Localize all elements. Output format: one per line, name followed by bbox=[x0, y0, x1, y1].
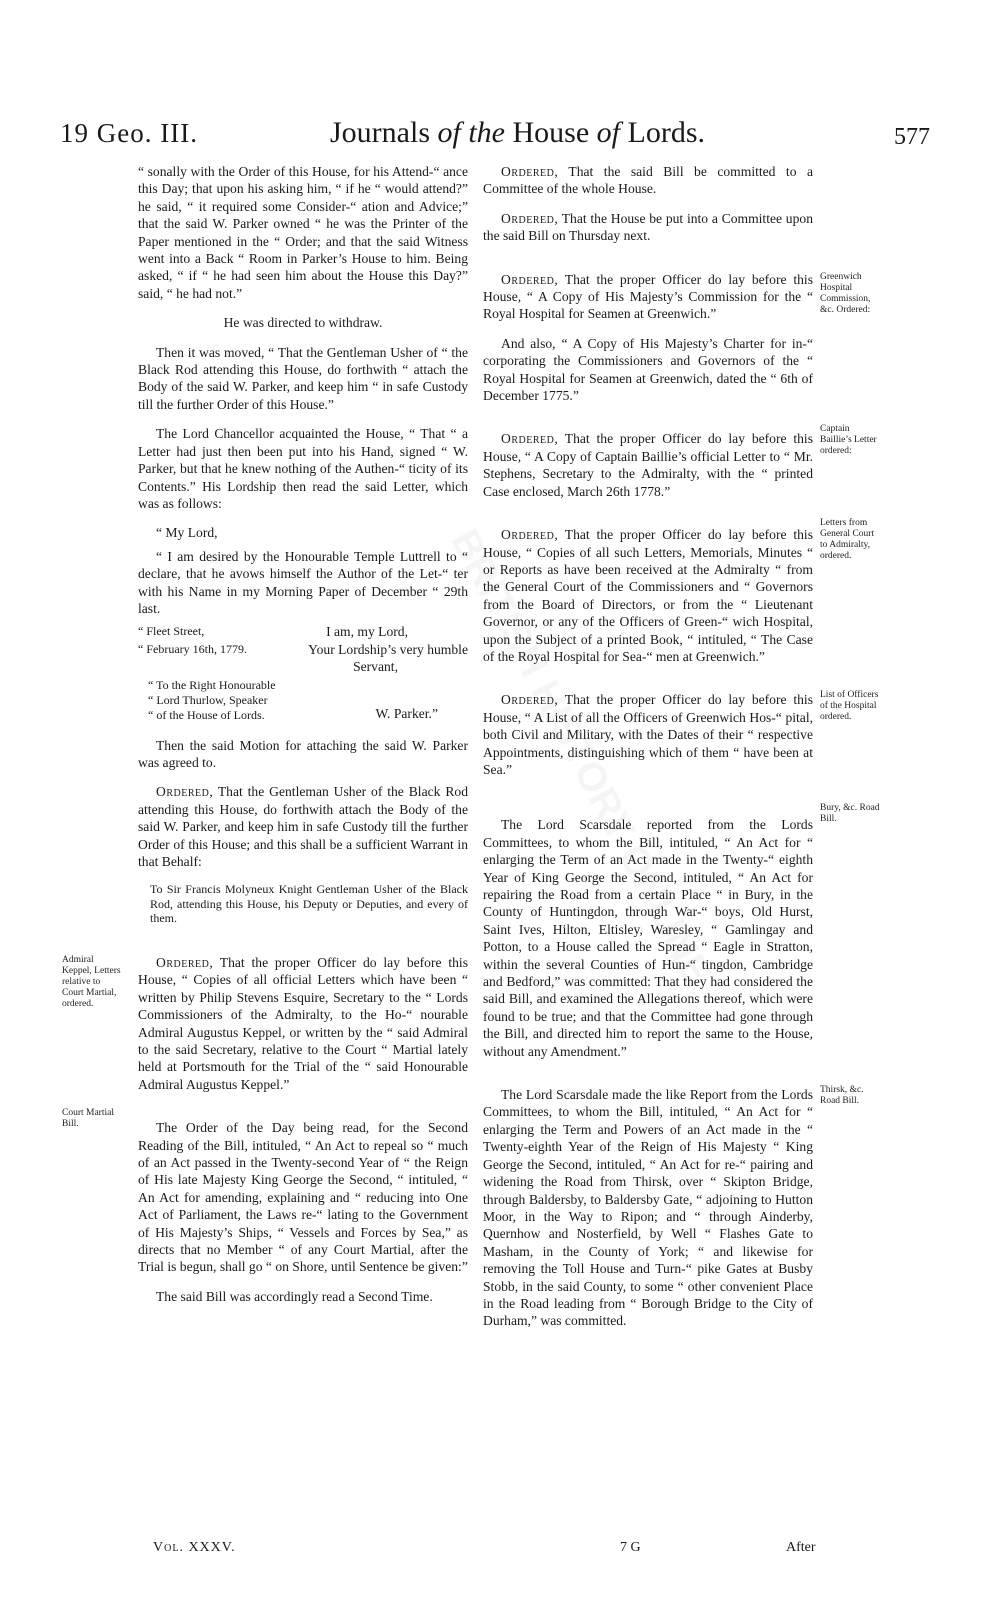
ordered-baillie-letter bbox=[483, 430, 813, 500]
ordered-attach bbox=[138, 783, 468, 870]
margin-note-officers: List of Officers of the Hospital ordered. bbox=[820, 690, 879, 722]
address-line: “ Lord Thurlow, Speaker bbox=[148, 692, 268, 707]
margin-note-general-court: Letters from General Court to Admiralty, ordered. bbox=[820, 518, 875, 561]
address-line: “ To the Right Honourable bbox=[148, 677, 276, 692]
ordered-text: That the proper Officer do lay before this House, “ Copies of all such Letters, Memorials, Minutes “ or Reports as have been received at the Admiralty “ from the General Court of the Commissioners and “ Governors from the Board of Directors, or from the “ Lieutenant Governor, or any of the Officers of Green-“ wich Hospital, upon the Subject of a printed Book, “ intituled, “ The Case of the Royal Hospital for Sea-“ men at Greenwich.” bbox=[483, 527, 813, 664]
ordered-greenwich-commission bbox=[483, 271, 813, 323]
title-part: Journals bbox=[330, 116, 438, 149]
ordered-keppel-letters bbox=[138, 954, 468, 1093]
ordered-thursday bbox=[483, 210, 813, 245]
page-number: 577 bbox=[894, 124, 930, 150]
letter-closing-2 bbox=[138, 641, 468, 658]
ordered-word: Ordered, bbox=[501, 527, 559, 543]
warrant-address: To Sir Francis Molyneux Knight Gentleman Usher of the Black Rod, attending this House, his Deputy or Deputies, and every of them. bbox=[150, 882, 468, 926]
ordered-word: Ordered, bbox=[501, 210, 559, 226]
ordered-text: That the Gentleman Usher of the Black Rod attending this House, do forthwith attach the Body of the said W. Parker, and keep him in safe Custody till the further Order of this House; and this shall be a sufficient Warrant in that Behalf: bbox=[138, 784, 468, 869]
letter-closing-1 bbox=[138, 623, 468, 640]
ordered-word: Ordered, bbox=[501, 271, 559, 287]
page-header bbox=[60, 116, 930, 158]
motion-paragraph: Then it was moved, “ That the Gentleman Usher of “ the Black Rod attending this House, do forthwith “ attach the Body of the said W. Parker, and keep him “ in safe Custody till the further Order of this House.” bbox=[138, 344, 468, 412]
ordered-word: Ordered, bbox=[156, 954, 214, 970]
margin-note-greenwich: Greenwich Hospital Commission, &c. Ordered: bbox=[820, 272, 871, 315]
title-part: of bbox=[596, 116, 620, 149]
letter-date: “ February 16th, 1779. bbox=[138, 641, 247, 656]
ordered-text: That the proper Officer do lay before this House, “ A List of all the Officers of Greenwich Hos-“ pital, both Civil and Military, with the Dates of their “ respective Appointments, distinguishing which of them “ have been at Sea.” bbox=[483, 692, 813, 777]
ordered-text: That the House be put into a Committee upon the said Bill on Thursday next. bbox=[483, 210, 813, 244]
court-martial-bill-paragraph: The Order of the Day being read, for the Second Reading of the Bill, intituled, “ An Act to repeal so “ much of an Act passed in the Twenty-second Year of “ the Reign of His late Majesty King George the Second, “ intituled, “ An Act for amending, explaining and “ reducing into One Act of Parliament, the Laws re-“ lating to the Government of His Majesty’s Ships, “ Vessels and Forces by Sea,” as directs that no Member “ of any Court Martial, after the Trial is begun, shall go “ on Shore, until Sentence be given:” bbox=[138, 1120, 468, 1275]
letter-salutation: “ My Lord, bbox=[156, 525, 218, 541]
ordered-general-court-letters bbox=[483, 526, 813, 665]
letter-address-block bbox=[138, 678, 468, 723]
left-column bbox=[138, 163, 468, 1317]
witness-paragraph: “ sonally with the Order of this House, for his Attend-“ ance this Day; that upon his asking him, “ if he “ would attend?” he said, “ it required some Consider-“ ation and Advice;” that the said W. Parker owned “ he was the Printer of the Paper mentioned in the “ Order; and that the said Witness went into a Back “ Room in Parker’s House to him. Being asked, “ if “ he had seen him about the House this Day?” said, “ he had not.” bbox=[138, 164, 468, 301]
ordered-word: Ordered, bbox=[501, 431, 559, 447]
ordered-text: That the said Bill be committed to a Committee of the whole House. bbox=[483, 164, 813, 197]
title-part: House bbox=[512, 116, 597, 149]
right-column bbox=[483, 163, 813, 1342]
letter-address bbox=[148, 678, 276, 723]
bury-road-report: The Lord Scarsdale reported from the Lords Committees, to whom the Bill, intituled, “ An Act for “ enlarging the Term of an Act made in the Twenty-“ eighth Year of King George the Second, intituled, “ An Act for repairing the Road from a certain Place “ in Bury, in the County of Huntingdon, through War-“ boys, Old Hurst, Saint Ives, Hilton, Eltisley, Waresley, “ Gamlingay and Potton, to a House called the Spread “ Eagle in Stratton, within the several Counties of Hun-“ tingdon, Cambridge and Bedford,” was committed: That they had considered the said Bill, and examined the Allegations thereof, which were found to be true; and that the Committee had gone through the Bill, and directed him to report the same to the House, without any Amendment.” bbox=[483, 817, 813, 1059]
margin-note-keppel: Admiral Keppel, Letters relative to Court Martial, ordered. bbox=[62, 955, 121, 1009]
letter-place: “ Fleet Street, bbox=[138, 624, 205, 639]
volume-number: Vol. XXXV. bbox=[153, 1540, 236, 1555]
letter-closing: I am, my Lord, bbox=[326, 624, 408, 640]
ordered-word: Ordered, bbox=[501, 692, 559, 708]
journal-title bbox=[330, 116, 705, 150]
ordered-text: That the proper Officer do lay before this House, “ A Copy of Captain Baillie’s official Letter to “ Mr. Stephens, Secretary to the Admiralty, with the “ printed Case enclosed, March 26th 1778.” bbox=[483, 431, 813, 499]
catchword: After bbox=[786, 1540, 816, 1555]
letter-signature: W. Parker.” bbox=[375, 706, 438, 722]
address-line: “ of the House of Lords. bbox=[148, 707, 265, 722]
withdraw-line: He was directed to withdraw. bbox=[223, 315, 383, 331]
ordered-text: That the proper Officer do lay before this House, “ Copies of all official Letters which have been “ written by Philip Stevens Esquire, Secretary to the “ Lords Commissioners of the Admiralty, to the Ho-“ nourable Admiral Augustus Keppel, or written by the “ said Admiral to the said Secretary, relative to the Court “ Martial lately held at Portsmouth for the Trial of the “ said Honourable Admiral Augustus Keppel.” bbox=[138, 954, 468, 1092]
ordered-word: Ordered, bbox=[156, 784, 214, 800]
ordered-word: Ordered, bbox=[501, 164, 559, 179]
margin-note-baillie: Captain Baillie’s Letter ordered: bbox=[820, 424, 877, 456]
ordered-committee bbox=[483, 163, 813, 198]
ordered-officers-list bbox=[483, 691, 813, 778]
title-part: of bbox=[437, 116, 461, 149]
motion-agreed: Then the said Motion for attaching the said W. Parker was agreed to. bbox=[138, 737, 468, 770]
letter-humble: Your Lordship’s very humble bbox=[308, 641, 468, 657]
letter-body: “ I am desired by the Honourable Temple Luttrell to “ declare, that he avows himself the Author of the Let-“ ter with his Name in my Morning Paper of December “ 29th last. bbox=[138, 548, 468, 616]
regnal-year: 19 Geo. III. bbox=[60, 118, 198, 148]
thirsk-road-report: The Lord Scarsdale made the like Report from the Lords Committees, to whom the Bill, intituled, “ An Act for “ enlarging the Term and Powers of an Act made in the “ Twenty-eighth Year of the Reign of His Majesty “ King George the Second, intituled, “ An Act for re-“ pairing and widening the Road from Thirsk, over “ Skipton Bridge, through Baldersby, to Baldersby Gate, “ adjoining to Hutton Moor, in the Way to Ripon; and “ through Ainderby, Quernhow and Nosterfield, by Well “ Flashes Gate to Masham, in the County of York; “ and likewise for removing the Toll House and Turn-“ pike Gates at Busby Stobb, in the said County, to some “ other convenient Place in the Road leading from “ Borough Bridge to the City of Durham,” was committed. bbox=[483, 1087, 813, 1329]
margin-note-thirsk: Thirsk, &c. Road Bill. bbox=[820, 1085, 864, 1106]
margin-note-bury: Bury, &c. Road Bill. bbox=[820, 803, 880, 824]
second-reading-line: The said Bill was accordingly read a Second Time. bbox=[156, 1288, 433, 1304]
title-part: Lords. bbox=[620, 116, 705, 149]
letter-servant: Servant, bbox=[353, 659, 398, 675]
signature-mark: 7 G bbox=[620, 1540, 641, 1555]
margin-note-court-martial: Court Martial Bill. bbox=[62, 1108, 114, 1129]
greenwich-charter: And also, “ A Copy of His Majesty’s Charter for in-“ corporating the Commissioners and Governors of the “ Royal Hospital for Seamen at Greenwich, dated the “ 6th of December 1775.” bbox=[483, 335, 813, 404]
title-part: the bbox=[460, 116, 513, 149]
ordered-text: That the proper Officer do lay before this House, “ A Copy of His Majesty’s Commission for the “ Royal Hospital for Seamen at Greenwich.” bbox=[483, 271, 813, 322]
chancellor-paragraph: The Lord Chancellor acquainted the House, “ That “ a Letter had just then been put into his Hand, signed “ W. Parker, but that he knew nothing of the Authen-“ ticity of its Contents.” His Lordship then read the said Letter, which was as follows: bbox=[138, 426, 468, 511]
